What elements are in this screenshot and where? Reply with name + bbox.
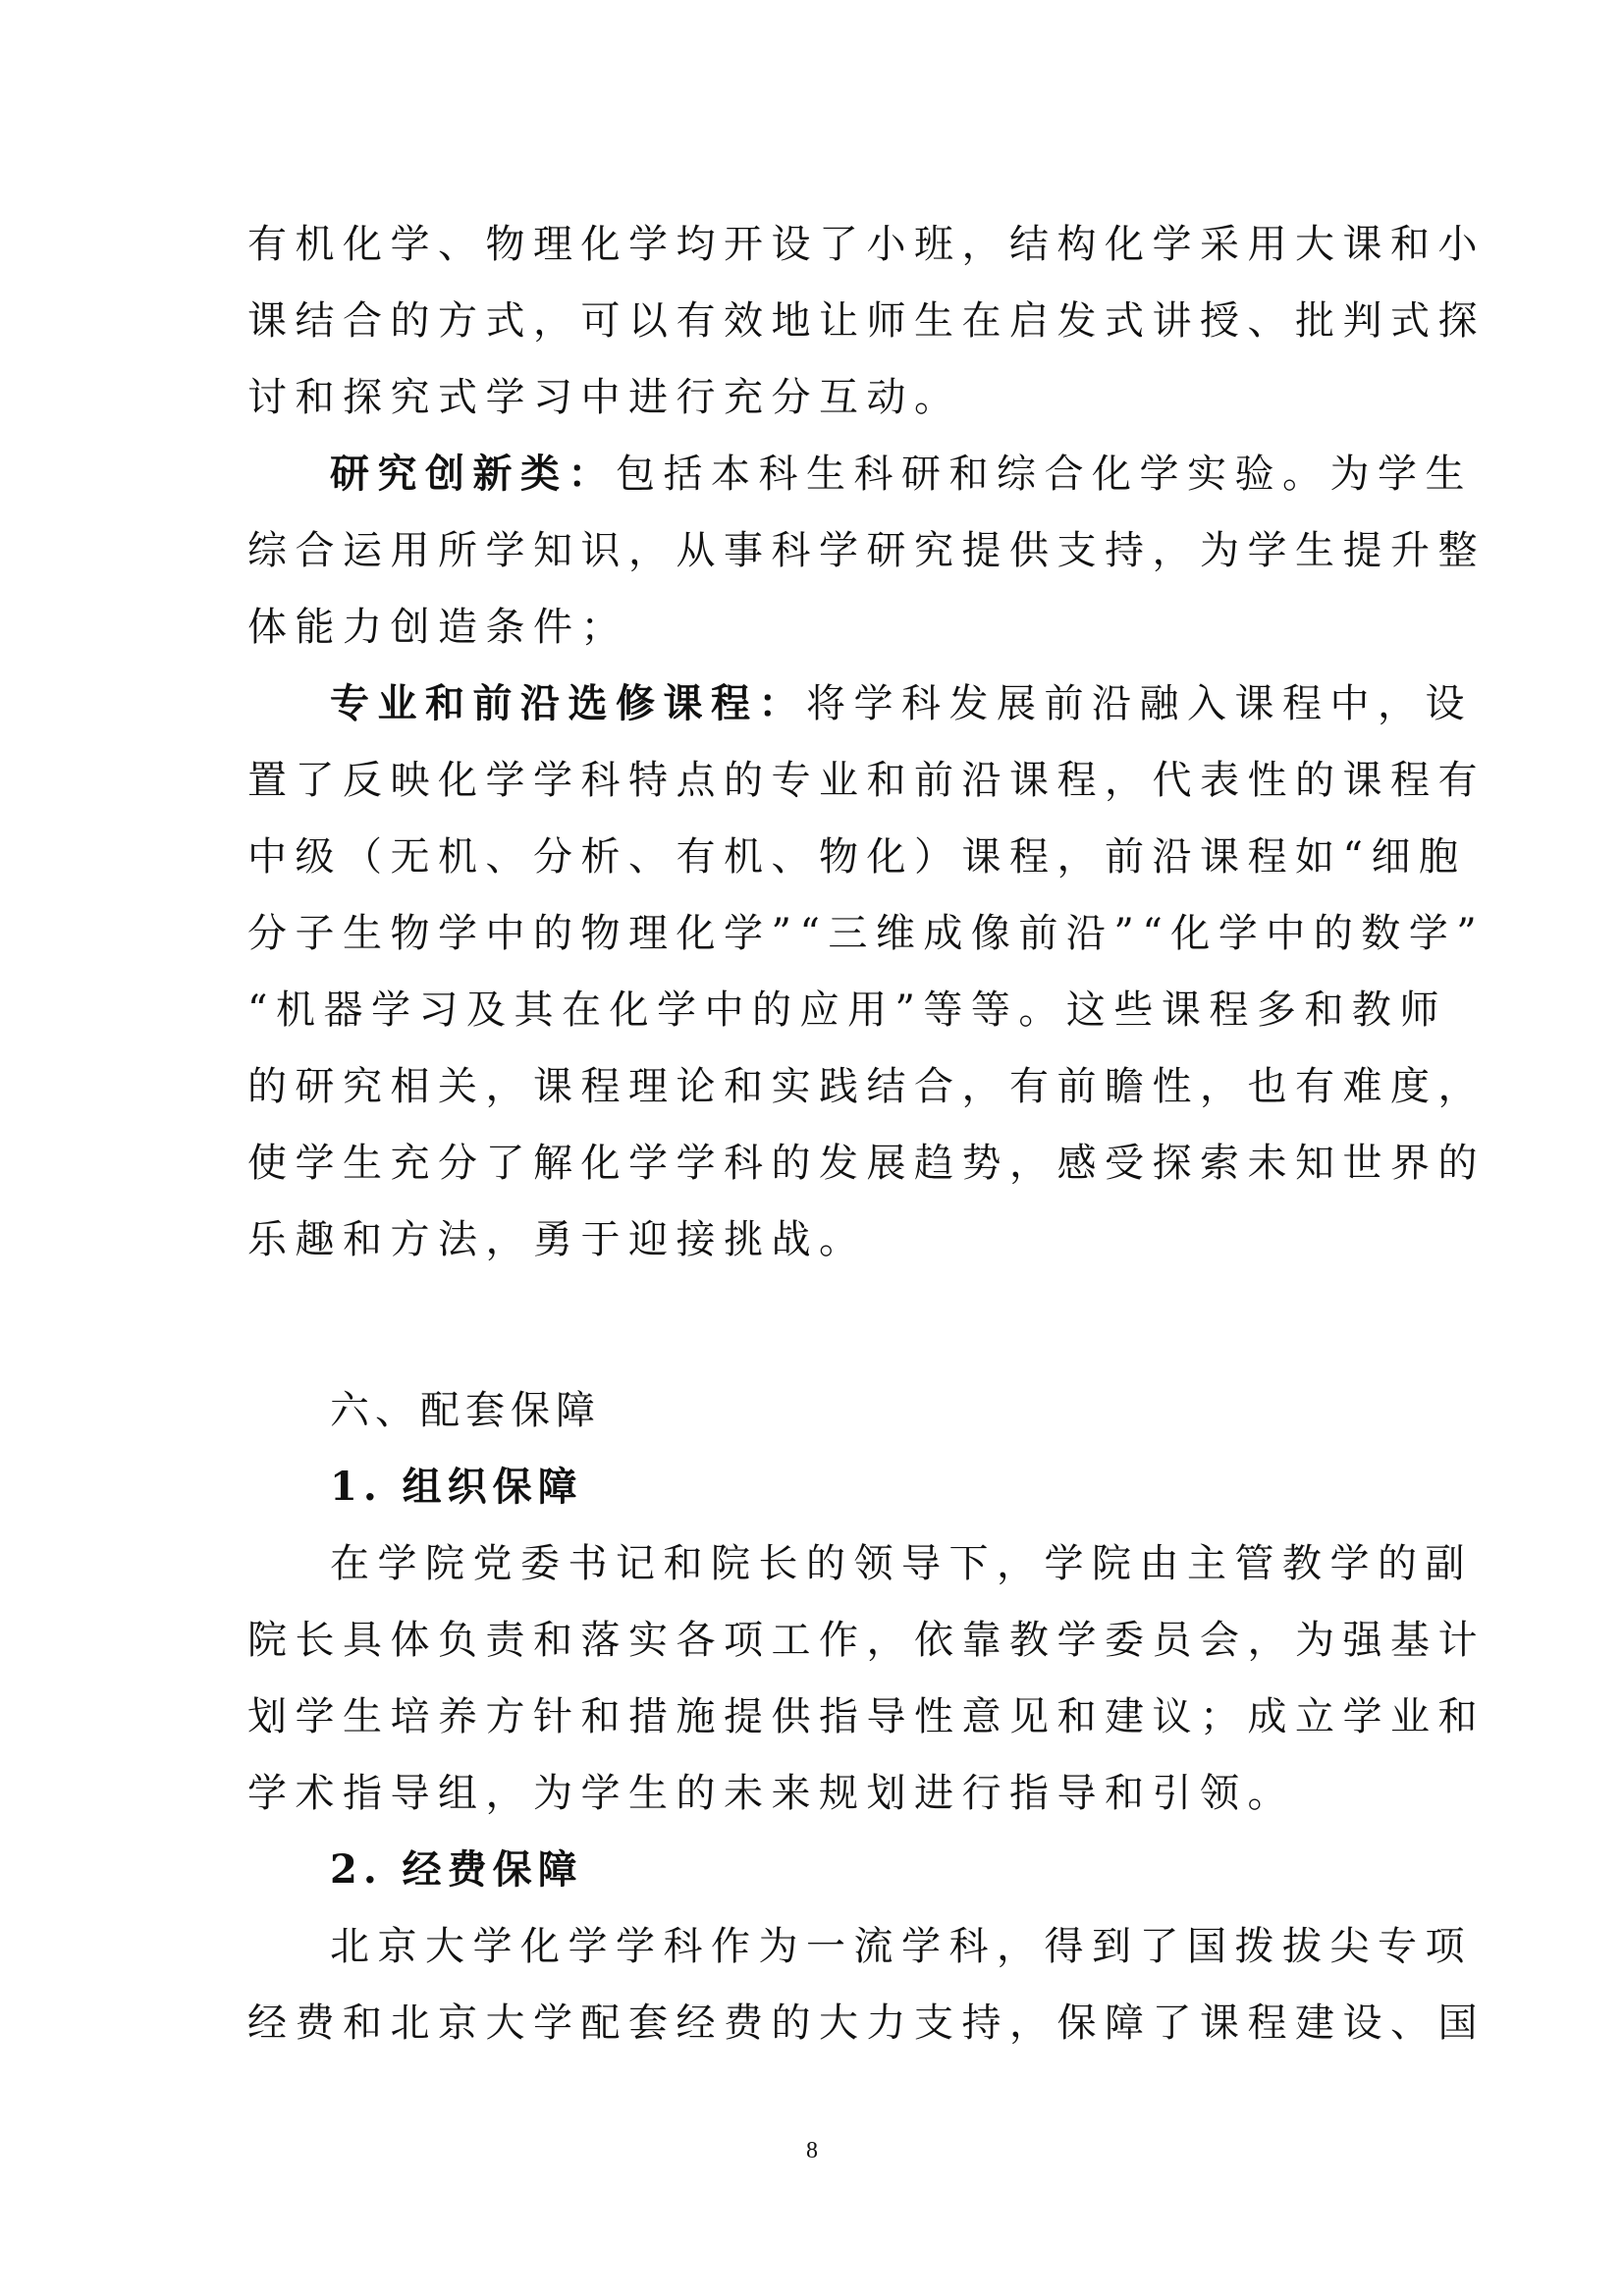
text-line: 讨和探究式学习中进行充分互动。 — [247, 375, 962, 420]
text-line: 使学生充分了解化学学科的发展趋势，感受探索未知世界的 — [247, 1141, 1486, 1186]
text-line — [247, 666, 1473, 742]
text-line: 经费和北京大学配套经费的大力支持，保障了课程建设、国 — [247, 2001, 1486, 2046]
text-line: 在学院党委书记和院长的领导下，学院由主管教学的副 — [330, 1541, 1473, 1586]
text-line: 分子生物学中的物理化学”“三维成像前沿”“化学中的数学” — [247, 911, 1486, 956]
text-line: 课结合的方式，可以有效地让师生在启发式讲授、批判式探 — [247, 298, 1486, 344]
section-spacer — [247, 1278, 1386, 1372]
page-number: 8 — [806, 2138, 818, 2163]
paragraph-lead: 研究创新类： — [330, 451, 616, 497]
section-heading: 六、配套保障 — [330, 1388, 601, 1433]
paragraph-text: 将学科发展前沿融入课程中，设 — [806, 681, 1473, 726]
text-line: 划学生培养方针和措施提供指导性意见和建议；成立学业和 — [247, 1694, 1486, 1739]
paragraph-research-innovation — [247, 436, 1486, 666]
subsection-heading-funding: 2. 经费保障 — [330, 1846, 583, 1893]
paragraph-small-class — [247, 206, 1486, 436]
text-line: “机器学习及其在化学中的应用”等等。这些课程多和教师 — [247, 988, 1447, 1033]
text-line — [247, 436, 1473, 512]
paragraph-frontier-electives — [247, 666, 1486, 1278]
text-line: 乐趣和方法，勇于迎接挑战。 — [247, 1217, 867, 1262]
text-line: 的研究相关，课程理论和实践结合，有前瞻性，也有难度， — [247, 1064, 1486, 1109]
paragraph-organization — [247, 1525, 1486, 1832]
section-support — [247, 1372, 1486, 2061]
text-line: 院长具体负责和落实各项工作，依靠教学委员会，为强基计 — [247, 1618, 1486, 1663]
text-line: 学术指导组，为学生的未来规划进行指导和引领。 — [247, 1771, 1295, 1816]
paragraph-lead: 专业和前沿选修课程： — [330, 680, 806, 726]
text-line: 体能力创造条件； — [247, 605, 628, 650]
text-line: 北京大学化学学科作为一流学科，得到了国拨拔尖专项 — [330, 1924, 1473, 1969]
text-line: 有机化学、物理化学均开设了小班，结构化学采用大课和小 — [247, 222, 1486, 267]
text-line: 综合运用所学知识，从事科学研究提供支持，为学生提升整 — [247, 528, 1486, 573]
body-text — [247, 206, 1486, 2061]
subsection-heading-organization: 1. 组织保障 — [330, 1464, 583, 1510]
paragraph-text: 包括本科生科研和综合化学实验。为学生 — [616, 452, 1473, 497]
text-line: 置了反映化学学科特点的专业和前沿课程，代表性的课程有 — [247, 758, 1486, 803]
text-line: 中级（无机、分析、有机、物化）课程，前沿课程如“细胞 — [247, 834, 1467, 880]
paragraph-funding — [247, 1908, 1486, 2061]
